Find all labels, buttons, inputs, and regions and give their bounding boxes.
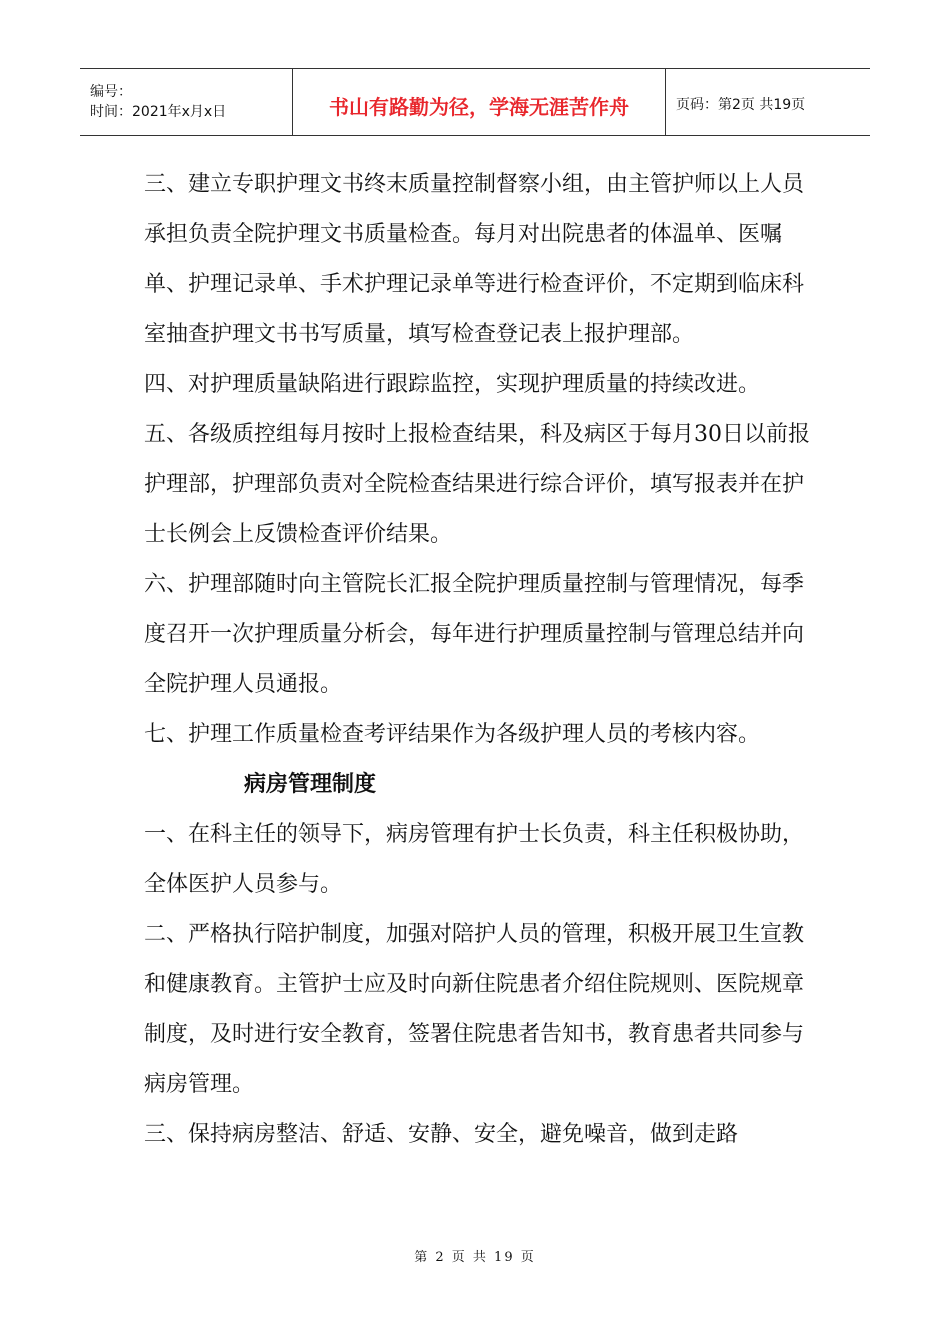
- paragraph-4: 四、对护理质量缺陷进行跟踪监控，实现护理质量的持续改进。: [144, 372, 761, 397]
- ward-paragraph-2: 二、严格执行陪护制度，加强对陪护人员的管理，积极开展卫生宣教和健康教育。主管护士应及时向新住院患者介绍住院规则、医院规章制度，及时进行安全教育，签署住院患者告知书，教育患者共同参与病房管理。: [144, 922, 805, 1097]
- paragraph-6: 六、护理部随时向主管院长汇报全院护理质量控制与管理情况，每季度召开一次护理质量分析会，每年进行护理质量控制与管理总结并向全院护理人员通报。: [144, 572, 805, 697]
- ward-paragraph-1: 一、在科主任的领导下，病房管理有护士长负责，科主任积极协助，全体医护人员参与。: [144, 822, 805, 897]
- id-label: 编号：: [90, 84, 132, 100]
- document-body: [144, 160, 824, 1160]
- header-motto: 书山有路勤为径，学海无涯苦作舟: [293, 69, 666, 136]
- time-label: 时间：2021年x月x日: [90, 104, 227, 120]
- ward-paragraph-3: 三、保持病房整洁、舒适、安静、安全，避免噪音，做到走路: [144, 1122, 739, 1147]
- paragraph-7: 七、护理工作质量检查考评结果作为各级护理人员的考核内容。: [144, 722, 761, 747]
- section-title: 病房管理制度: [244, 772, 377, 797]
- paragraph-5: 五、各级质控组每月按时上报检查结果，科及病区于每月30日以前报护理部，护理部负责对全院检查结果进行综合评价，填写报表并在护士长例会上反馈检查评价结果。: [144, 422, 810, 547]
- header-table: [80, 68, 870, 136]
- header-page-label: 页码：第2页 共19页: [676, 97, 806, 113]
- page-footer: 第 2 页 共 19 页: [414, 1250, 536, 1265]
- paragraph-3: 三、建立专职护理文书终末质量控制督察小组，由主管护师以上人员承担负责全院护理文书质量检查。每月对出院患者的体温单、医嘱单、护理记录单、手术护理记录单等进行检查评价，不定期到临床科室抽查护理文书书写质量，填写检查登记表上报护理部。: [144, 172, 805, 347]
- header-meta: [80, 69, 293, 136]
